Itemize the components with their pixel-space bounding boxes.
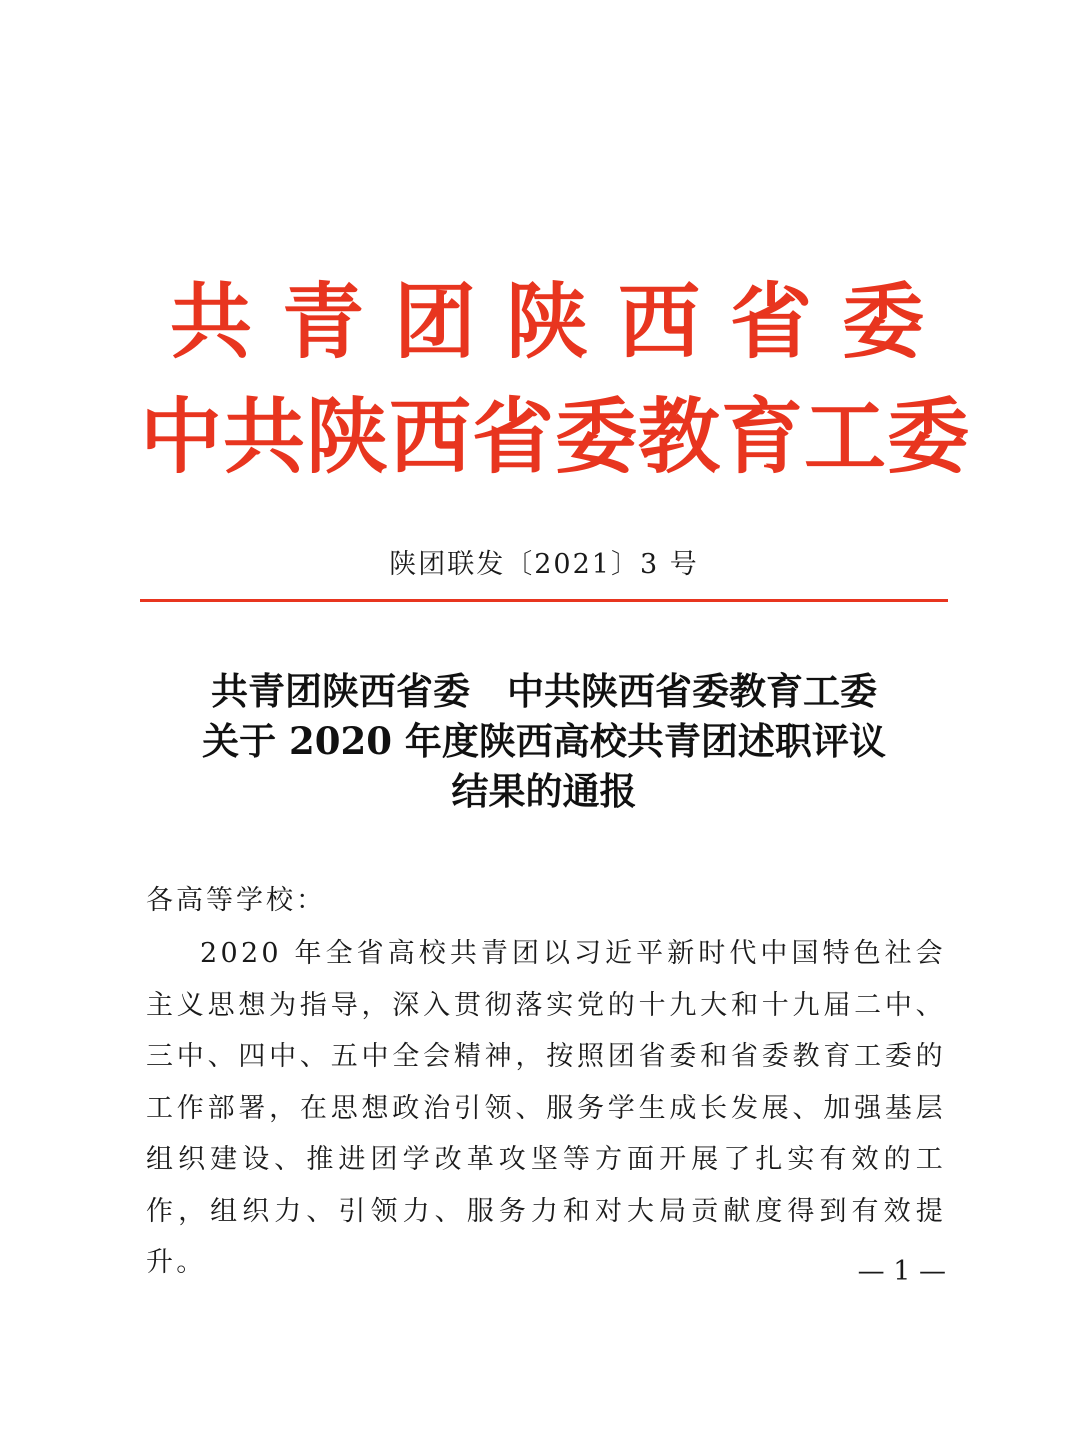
document-number: 陕团联发〔2021〕3 号 — [389, 549, 699, 580]
masthead-issuer-1: 共青团陕西省委 — [170, 275, 955, 370]
body-paragraph: 2020 年全省高校共青团以习近平新时代中国特色社会主义思想为指导，深入贯彻落实党的十九大和十九届二中、三中、四中、五中全会精神，按照团省委和省委教育工委的工作部署，在思想政治引领、服务学生成长发展、加强基层组织建设、推进团学改革攻坚等方面开展了扎实有效的工作，组织力、引领力、服务力和对大局贡献度得到有效提升。 — [146, 938, 946, 1278]
salutation: 各高等学校： — [146, 885, 326, 916]
title-line-3: 结果的通报 — [451, 769, 637, 813]
page-number: — 1 — — [857, 1256, 946, 1287]
title-line-2: 关于 2020 年度陕西高校共青团述职评议 — [202, 719, 886, 763]
red-divider-line — [140, 599, 948, 602]
masthead-issuer-2: 中共陕西省委教育工委 — [140, 390, 971, 485]
document-title — [140, 666, 948, 816]
title-line-1: 共青团陕西省委 中共陕西省委教育工委 — [211, 669, 877, 713]
